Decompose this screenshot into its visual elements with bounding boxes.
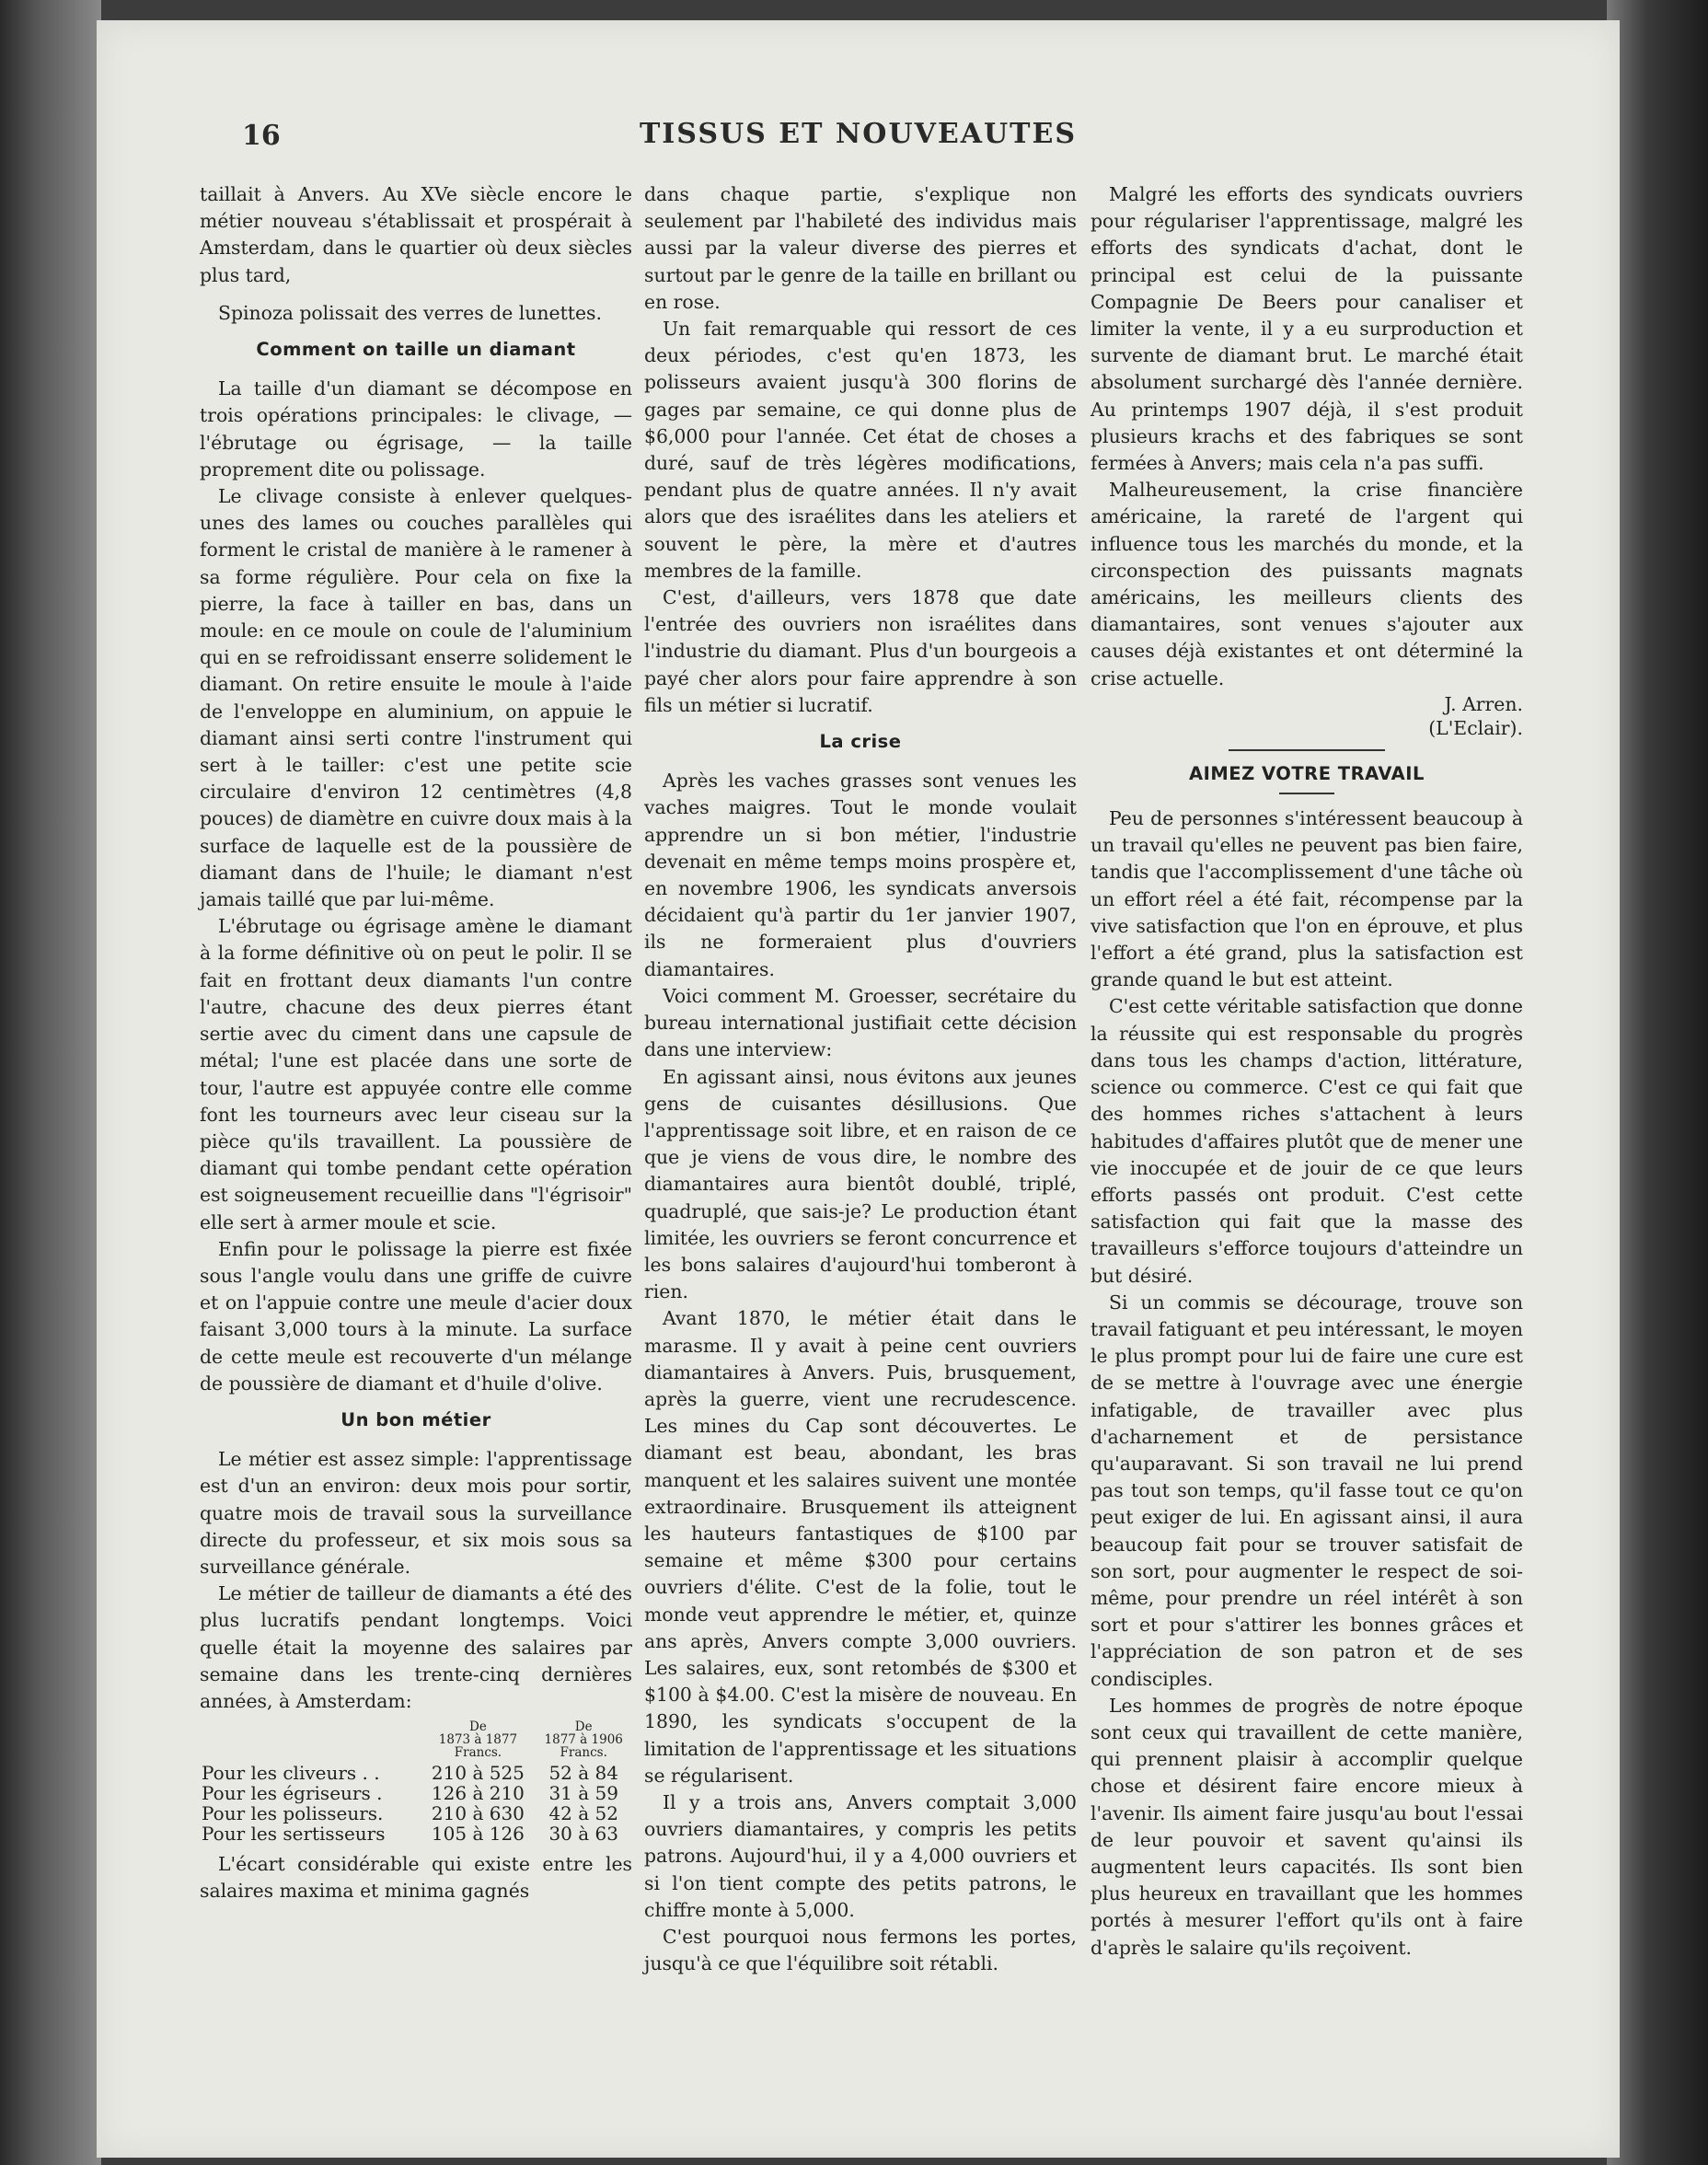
- paragraph: L'ébrutage ou égrisage amène le diamant à la forme définitive où on peut le polir. Il se fait en frottant deux diamants l'un contre l'autre, chacune des deux pierres étant sertie avec du ciment dans une capsule de métal; l'une est placée dans une sorte de tour, l'autre est appuyée contre elle comme font les tourneurs avec leur ciseau sur la pièce qu'ils travaillent. La poussière de diamant qui tombe pendant cette opération est soigneusement recueillie dans "l'égrisoir" elle sert à armer moule et scie.: [200, 915, 632, 1233]
- table-cell: 105 à 126: [431, 1823, 525, 1846]
- table-cell: 42 à 52: [548, 1802, 618, 1825]
- paragraph: Un fait remarquable qui ressort de ces deux périodes, c'est qu'en 1873, les polisseurs avaient jusqu'à 300 florins de gages par semaine, ce qui donne plus de $6,000 pour l'année. Cet état de choses a duré, sauf de très légères modifications, pendant plus de quatre années. Il n'y avait alors que des israélites dans les ateliers et souvent le père, la mère et d'autres membres de la famille.: [644, 318, 1077, 582]
- section-heading: La crise: [819, 731, 902, 753]
- table-cell: 31 à 59: [548, 1782, 618, 1805]
- paragraph: dans chaque partie, s'explique non seulement par l'habileté des individus mais aussi par la valeur diverse des pierres et surtout par le genre de la taille en brillant ou en rose.: [644, 183, 1077, 313]
- table-cell: Pour les sertisseurs: [202, 1823, 386, 1846]
- paragraph: Avant 1870, le métier était dans le marasme. Il y avait à peine cent ouvriers diamantaires à Anvers. Puis, brusquement, après la guerre, vient une recrudescence. Les mines du Cap sont découvertes. Le diamant est beau, abondant, les bras manquent et les salaires suivent une montée extraordinaire. Brusquement ils atteignent les hauteurs fantastiques de $100 par semaine et même $300 pour certains ouvriers d'élite. C'est de la folie, tout le monde veut apprendre le métier, et, quinze ans après, Anvers compte 3,000 ouvriers. Les salaires, eux, sont retombés de $300 et $100 à $4.00. C'est la misère de nouveau. En 1890, les syndicats s'occupent de la limitation de l'apprentissage et les situations se régularisent.: [644, 1307, 1077, 1787]
- table-cell: Pour les cliveurs . .: [202, 1762, 380, 1785]
- page-header: [97, 110, 1620, 156]
- table-column-header: De 1873 à 1877 Francs.: [438, 1719, 518, 1761]
- paragraph: En agissant ainsi, nous évitons aux jeunes gens de cuisantes désillusions. Que l'apprentissage soit libre, et en raison de ce que je viens de vous dire, le nombre des diamantaires aura bientôt doublé, triplé, quadruplé, que sais-je? Le production étant limitée, les ouvriers se feront concurrence et les bons salaires d'aujourd'hui tomberont à rien.: [644, 1065, 1077, 1303]
- paragraph: La taille d'un diamant se décompose en trois opérations principales: le clivage, — l'ébrutage ou égrisage, — la taille proprement dite ou polissage.: [200, 377, 632, 480]
- table-cell: 30 à 63: [548, 1823, 618, 1846]
- column-3: [1091, 181, 1523, 1962]
- table-header-row: [200, 1720, 632, 1763]
- column-1: [200, 181, 632, 1905]
- paragraph: Le clivage consiste à enlever quelques-unes des lames ou couches parallèles qui forment le cristal de manière à le ramener à sa forme régulière. Pour cela on fixe la pierre, la face à tailler en bas, dans un moule: en ce moule on coule de l'aluminium qui en se refroidissant enserre solidement le diamant. On retire ensuite le moule à l'aide de l'enveloppe en aluminium, on appuie le diamant ainsi serti contre l'instrument qui sert à le tailler: c'est une petite scie circulaire d'environ 12 centimètres (4,8 pouces) de diamètre en cuivre doux mais à la surface de laquelle est de la poussière de diamant dans de l'huile; le diamant n'est jamais taillé que par lui-même.: [200, 485, 632, 911]
- document-page: [97, 20, 1620, 2158]
- table-row: [200, 1763, 632, 1783]
- page-title: TISSUS ET NOUVEAUTES: [639, 118, 1078, 150]
- section-heading: Un bon métier: [340, 1408, 491, 1430]
- paragraph: Les hommes de progrès de notre époque sont ceux qui travaillent de cette manière, qui prennent plaisir à accomplir quelque chose et désirent faire encore mieux à l'avenir. Ils aiment faire jusqu'au bout l'essai de leur pouvoir et savent qu'ainsi ils augmentent leurs capacités. Ils sont bien plus heureux en travaillant que les hommes portés à mesurer l'effort qu'ils ont à faire d'après le salaire qu'ils reçoivent.: [1091, 1694, 1523, 1959]
- column-2: [644, 181, 1077, 1977]
- paragraph: C'est, d'ailleurs, vers 1878 que date l'entrée des ouvriers non israélites dans l'industrie du diamant. Plus d'un bourgeois a payé cher alors pour faire apprendre à son fils un métier si lucratif.: [644, 586, 1077, 716]
- table-row: [200, 1823, 632, 1844]
- table-cell: 210 à 525: [431, 1762, 525, 1785]
- book-right-edge: [1607, 0, 1708, 2165]
- page-number: 16: [242, 120, 281, 152]
- paragraph: Malgré les efforts des syndicats ouvriers pour régulariser l'apprentissage, malgré les efforts des syndicats d'achat, dont le principal est celui de la puissante Compagnie De Beers pour canaliser et limiter la vente, il y a eu surproduction et survente de diamant brut. Le marché était absolument surchargé dès l'année dernière. Au printemps 1907 déjà, il s'est produit plusieurs krachs et des fabriques se sont fermées à Anvers; mais cela n'a pas suffi.: [1091, 183, 1523, 475]
- table-cell: 210 à 630: [431, 1802, 525, 1825]
- table-cell: Pour les polisseurs.: [202, 1802, 384, 1825]
- source-attribution: (L'Eclair).: [1428, 716, 1523, 739]
- section-heading: Comment on taille un diamant: [256, 339, 576, 361]
- paragraph: taillait à Anvers. Au XVe siècle encore le métier nouveau s'établissait et prospérait à Amsterdam, dans le quartier où deux siècles plus tard,: [200, 183, 632, 286]
- table-row: [200, 1803, 632, 1823]
- divider: [1279, 793, 1334, 794]
- salary-table: [200, 1720, 632, 1844]
- paragraph: Peu de personnes s'intéressent beaucoup à un travail qu'elles ne peuvent pas bien faire, tandis que l'accomplissement d'une tâche où un effort réel a été fait, récompense par la vive satisfaction que l'on en éprouve, et plus l'effort a été grand, plus la satisfaction est grande quand le but est atteint.: [1091, 807, 1523, 991]
- paragraph: Le métier est assez simple: l'apprentissage est d'un an environ: deux mois pour sortir, quatre mois de travail sous la surveillance directe du professeur, et six mois sous sa surveillance générale.: [200, 1448, 632, 1578]
- paragraph: Enfin pour le polissage la pierre est fixée sous l'angle voulu dans une griffe de cuivre et on l'appuie contre une meule d'acier doux faisant 3,000 tours à la minute. La surface de cette meule est recouverte d'un mélange de poussière de diamant et d'huile d'olive.: [200, 1237, 632, 1395]
- author-signature: J. Arren.: [1444, 692, 1523, 715]
- table-cell: Pour les égriseurs .: [202, 1782, 383, 1805]
- paragraph: Voici comment M. Groesser, secrétaire du bureau international justifiait cette décision dans une interview:: [644, 984, 1077, 1061]
- paragraph: Si un commis se décourage, trouve son travail fatiguant et peu intéressant, le moyen le plus prompt pour lui de faire une cure est de se mettre à l'ouvrage avec une énergie infatigable, de travailler avec plus d'acharnement et de persistance qu'auparavant. Si son travail ne lui prend pas tout son temps, qu'il fasse tout ce qu'on peut exiger de lui. En agissant ainsi, il aura beaucoup fait pour se trouver satisfait de son sort, pour augmenter le respect de soi-même, pour prendre un réel intérêt à son sort et pour s'attirer les bonnes grâces et l'appréciation de son patron et de ses condisciples.: [1091, 1291, 1523, 1690]
- article-heading: AIMEZ VOTRE TRAVAIL: [1189, 762, 1425, 784]
- table-cell: 126 à 210: [431, 1782, 525, 1805]
- paragraph: C'est pourquoi nous fermons les portes, jusqu'à ce que l'équilibre soit rétabli.: [644, 1926, 1077, 1975]
- paragraph: Le métier de tailleur de diamants a été des plus lucratifs pendant longtemps. Voici quelle était la moyenne des salaires par semaine dans les trente-cinq dernières années, à Amsterdam:: [200, 1582, 632, 1712]
- paragraph: L'écart considérable qui existe entre les salaires maxima et minima gagnés: [200, 1853, 632, 1903]
- paragraph: Spinoza polissait des verres de lunettes.: [218, 301, 603, 324]
- table-row: [200, 1783, 632, 1803]
- table-cell: 52 à 84: [548, 1762, 618, 1785]
- divider: [1229, 749, 1385, 751]
- paragraph: Malheureusement, la crise financière américaine, la rareté de l'argent qui influence tous les marchés du monde, et la circonspection des puissants magnats américains, les meilleurs clients des diamantaires, sont venues s'ajouter aux causes déjà existantes et ont déterminé la crise actuelle.: [1091, 479, 1523, 689]
- paragraph: Il y a trois ans, Anvers comptait 3,000 ouvriers diamantaires, y compris les petits patrons. Aujourd'hui, il y a 4,000 ouvriers et si l'on tient compte des petits patrons, le chiffre monte à 5,000.: [644, 1790, 1077, 1921]
- paragraph: Après les vaches grasses sont venues les vaches maigres. Tout le monde voulait apprendre un si bon métier, l'industrie devenait en même temps moins prospère et, en novembre 1906, les syndicats anversois décidaient qu'à partir du 1er janvier 1907, ils ne formeraient plus d'ouvriers diamantaires.: [644, 770, 1077, 980]
- table-column-header: De 1877 à 1906 Francs.: [544, 1719, 623, 1761]
- book-binding-edge: [0, 0, 101, 2165]
- paragraph: C'est cette véritable satisfaction que donne la réussite qui est responsable du progrès dans tous les champs d'action, littérature, science ou commerce. C'est ce qui fait que des hommes riches s'attachent à leurs habitudes d'affaires plutôt que de mener une vie inoccupée et de jouir de ce que leurs efforts passés ont produit. C'est cette satisfaction qui fait que la masse des travailleurs s'efforce toujours d'atteindre un but désiré.: [1091, 995, 1523, 1287]
